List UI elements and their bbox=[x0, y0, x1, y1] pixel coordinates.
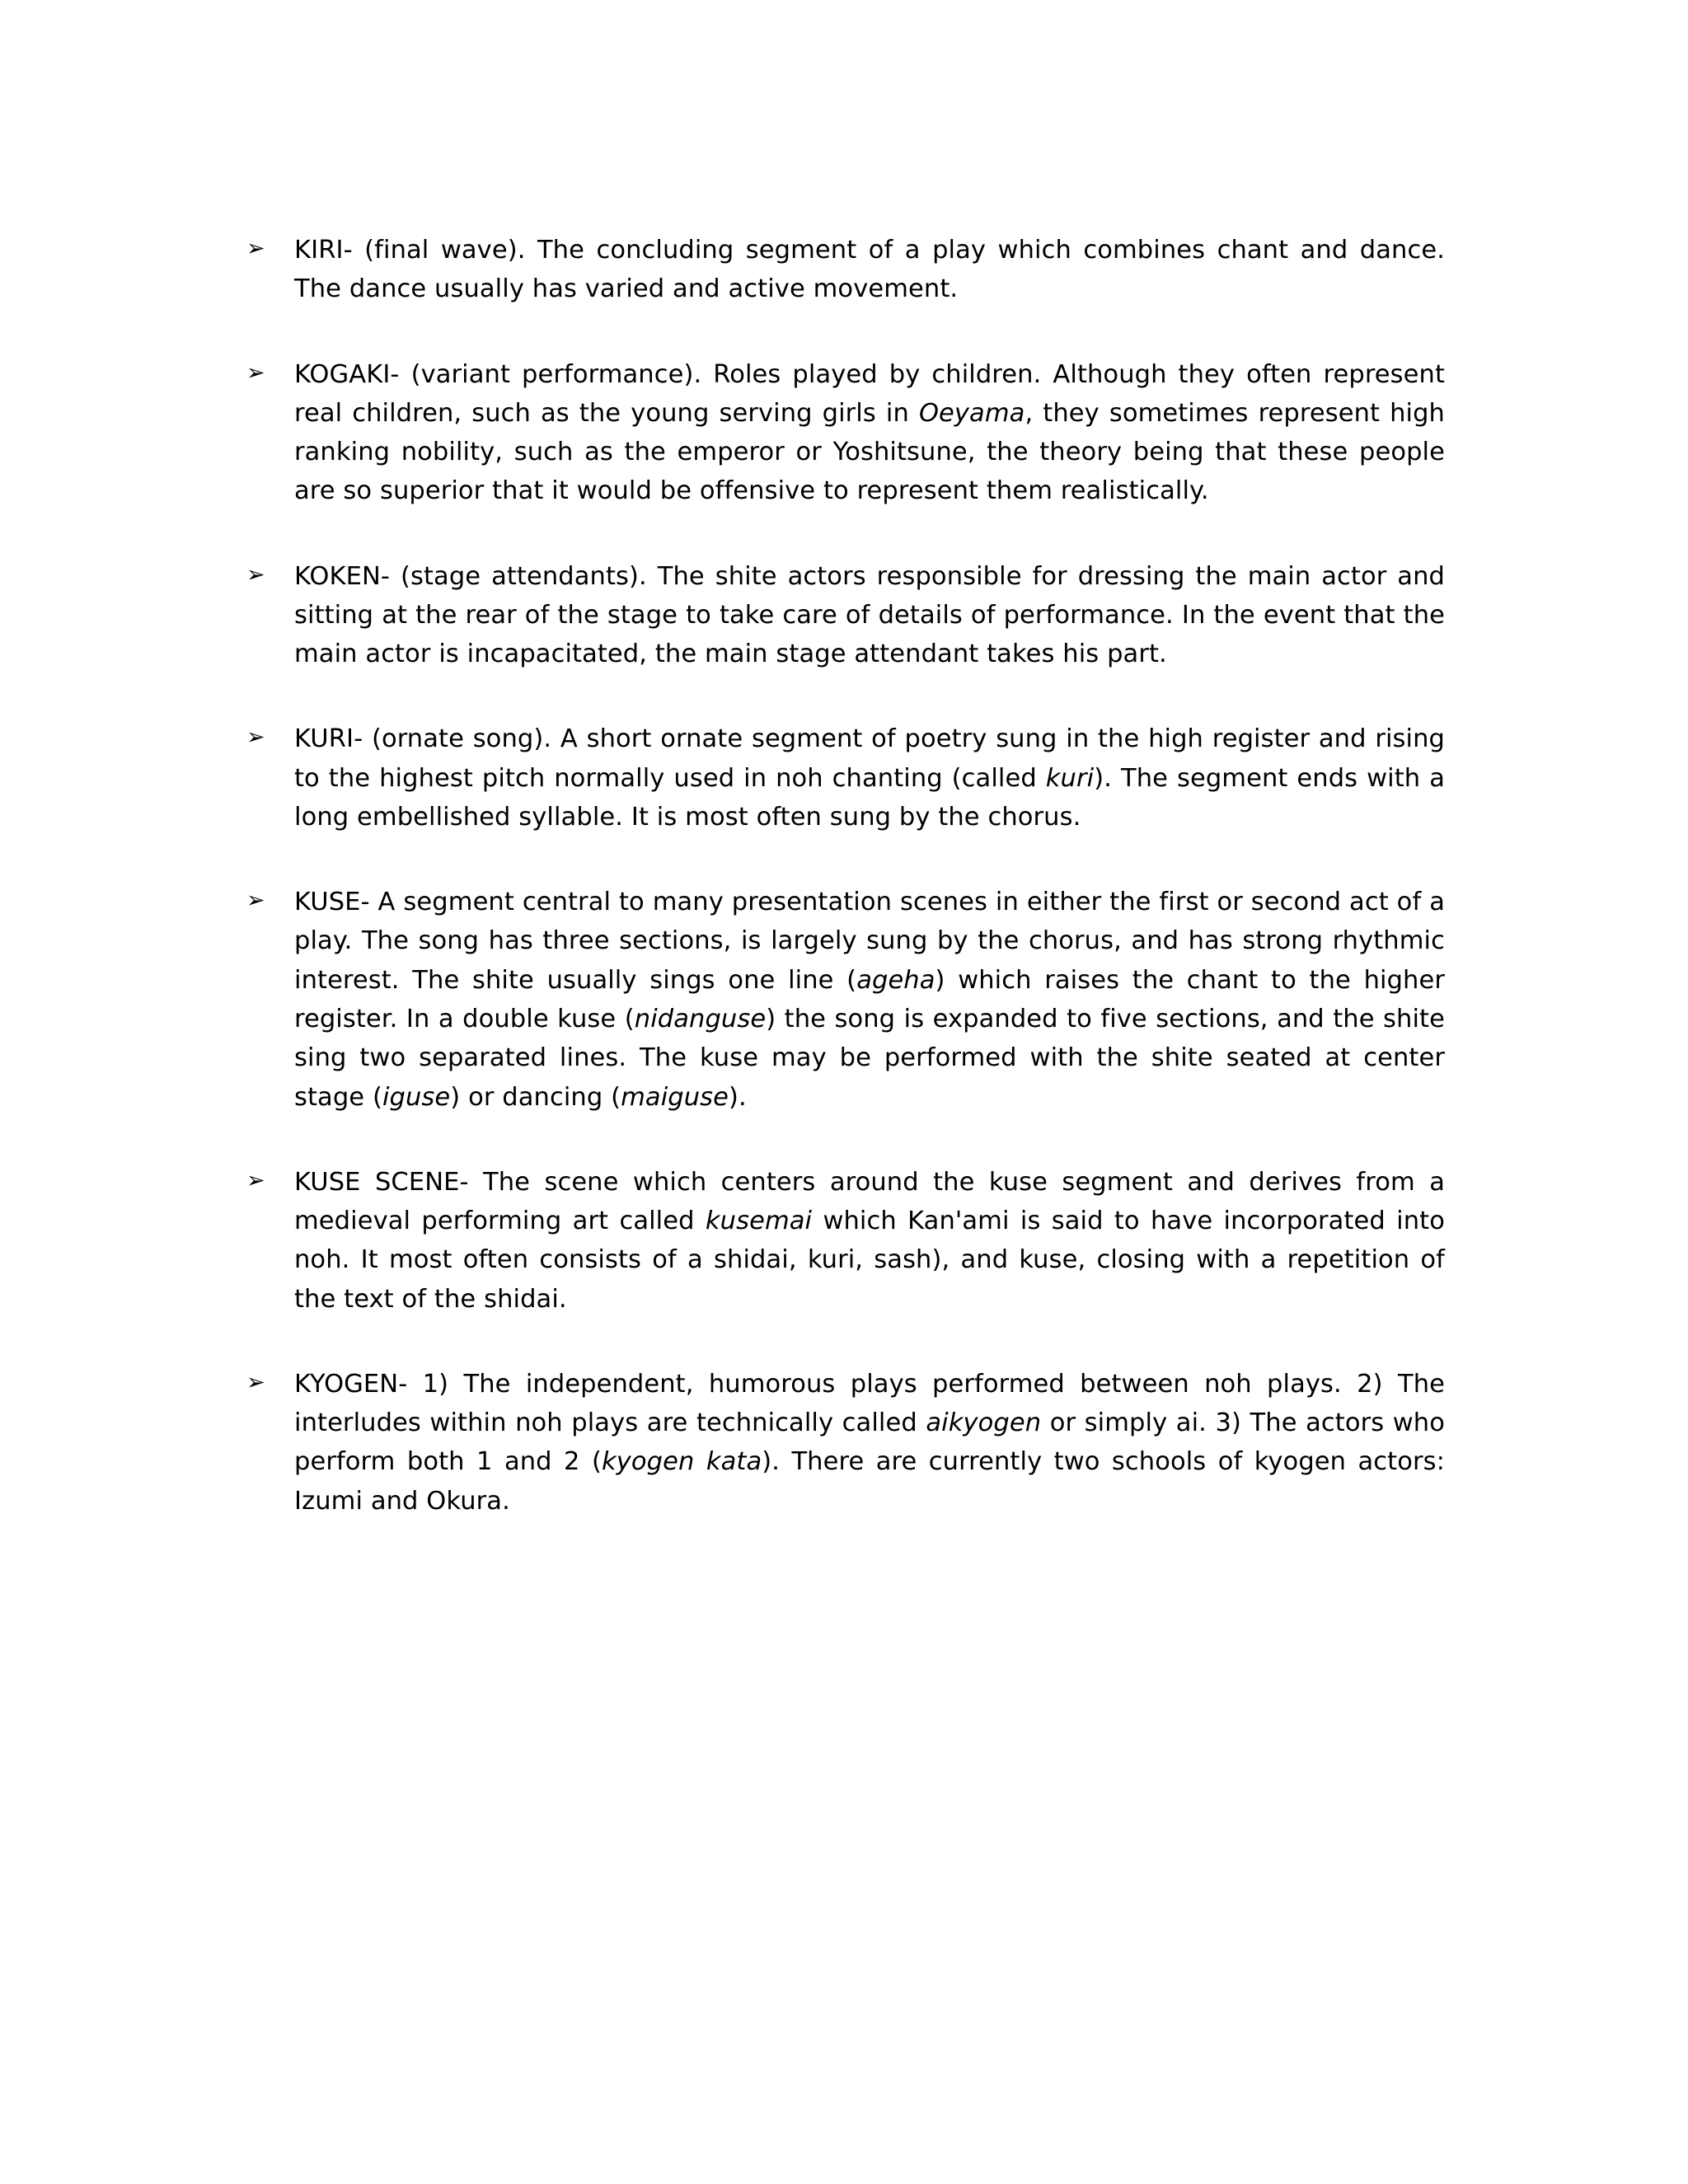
glossary-entry-kyogen: KYOGEN- 1) The independent, humorous plays performed between noh plays. 2) The interludes within noh plays are technically called aikyogen or simply ai. 3) The actors who perform both 1 and 2 (kyogen kata). There are currently two schools of kyogen actors: Izumi and Okura. bbox=[294, 1369, 1446, 1516]
list-item bbox=[243, 231, 1445, 309]
glossary-entry-kogaki: KOGAKI- (variant performance). Roles played by children. Although they often represent real children, such as the young serving girls in Oeyama, they sometimes represent high ranking nobility, such as the emperor or Yoshitsune, the theory being that these people are so superior that it would be offensive to represent them realistically. bbox=[294, 359, 1445, 506]
bullet-arrow-icon: ➢ bbox=[246, 561, 265, 588]
list-item bbox=[243, 557, 1445, 674]
list-item bbox=[243, 719, 1445, 837]
glossary-entry-kuri: KURI- (ornate song). A short ornate segment of poetry sung in the high register and rising to the highest pitch normally used in noh chanting (called kuri). The segment ends with a long embellished syllable. It is most often sung by the chorus. bbox=[294, 724, 1445, 832]
list-item bbox=[243, 1163, 1445, 1319]
bullet-arrow-icon: ➢ bbox=[246, 359, 265, 386]
bullet-arrow-icon: ➢ bbox=[246, 1369, 265, 1395]
list-item bbox=[243, 883, 1445, 1117]
glossary-list bbox=[243, 231, 1445, 1521]
glossary-entry-kuse-scene: KUSE SCENE- The scene which centers around the kuse segment and derives from a medieval performing art called kusemai which Kan'ami is said to have incorporated into noh. It most often consists of a shidai, kuri, sash), and kuse, closing with a repetition of the text of the shidai. bbox=[294, 1167, 1445, 1314]
bullet-arrow-icon: ➢ bbox=[246, 1167, 265, 1193]
bullet-arrow-icon: ➢ bbox=[246, 236, 265, 261]
glossary-entry-kuse: KUSE- A segment central to many presentation scenes in either the first or second act of a play. The song has three sections, is largely sung by the chorus, and has strong rhythmic interest. The shite usually sings one line (ageha) which raises the chant to the higher register. In a double kuse (nidanguse) the song is expanded to five sections, and the shite sing two separated lines. The kuse may be performed with the shite seated at center stage (iguse) or dancing (maiguse). bbox=[294, 888, 1445, 1112]
glossary-entry-koken: KOKEN- (stage attendants). The shite actors responsible for dressing the main actor and sitting at the rear of the stage to take care of details of performance. In the event that the main actor is incapacitated, the main stage attendant takes his part. bbox=[294, 561, 1445, 669]
list-item bbox=[243, 355, 1445, 511]
glossary-entry-kiri: KIRI- (final wave). The concluding segment of a play which combines chant and dance. The dance usually has varied and active movement. bbox=[294, 236, 1445, 304]
bullet-arrow-icon: ➢ bbox=[246, 724, 265, 751]
bullet-arrow-icon: ➢ bbox=[246, 888, 265, 914]
list-item bbox=[243, 1365, 1445, 1521]
